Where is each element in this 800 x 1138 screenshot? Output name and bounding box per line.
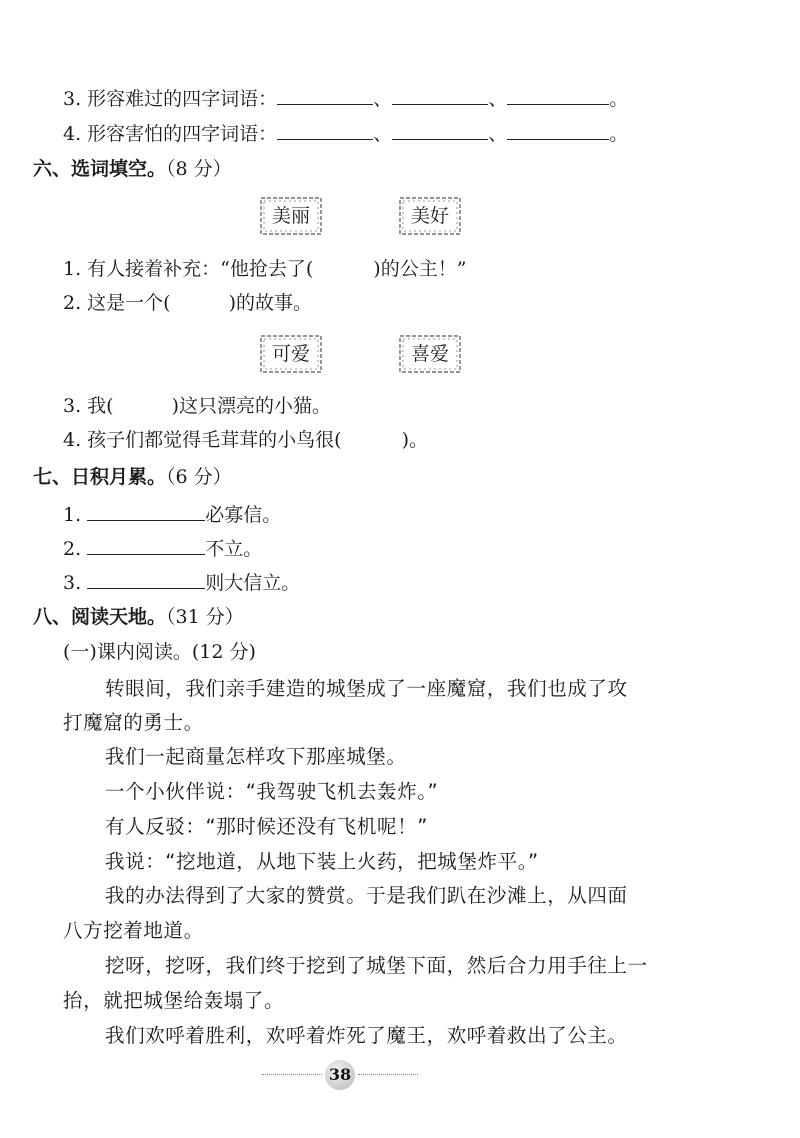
word-box bbox=[396, 332, 464, 376]
section7-item-1: 1. 必寡信。 bbox=[63, 504, 282, 526]
footer-divider bbox=[262, 1074, 322, 1075]
word-box bbox=[257, 332, 325, 376]
page-number: 38 bbox=[325, 1060, 355, 1090]
word-option: 可爱 bbox=[271, 343, 310, 365]
section-score: （31 分） bbox=[166, 606, 244, 628]
section6-heading: 六、选词填空。（8 分） bbox=[33, 158, 232, 180]
section8-heading: 八、阅读天地。（31 分） bbox=[33, 606, 244, 628]
passage-paragraph: 我说：“挖地道，从地下装上火药，把城堡炸平。” bbox=[105, 850, 539, 873]
word-box bbox=[396, 194, 464, 238]
item-label: 3. 形容难过的四字词语： bbox=[63, 88, 278, 110]
section6-q3: 3. 我( )这只漂亮的小猫。 bbox=[63, 395, 332, 417]
word-box bbox=[257, 194, 325, 238]
answer-blank[interactable] bbox=[392, 121, 488, 140]
answer-blank[interactable] bbox=[87, 536, 205, 555]
answer-blank[interactable] bbox=[507, 86, 609, 105]
passage-paragraph: 我的办法得到了大家的赞赏。于是我们趴在沙滩上，从四面 bbox=[105, 884, 628, 907]
section6-q2: 2. 这是一个( )的故事。 bbox=[63, 292, 313, 314]
footer-divider bbox=[358, 1074, 418, 1075]
answer-blank[interactable] bbox=[87, 570, 205, 589]
answer-blank[interactable] bbox=[392, 86, 488, 105]
passage-paragraph: 一个小伙伴说：“我驾驶飞机去轰炸。” bbox=[105, 780, 439, 803]
section-score: （6 分） bbox=[166, 466, 232, 488]
section7-heading: 七、日积月累。（6 分） bbox=[33, 466, 232, 488]
section7-item-3: 3. 则大信立。 bbox=[63, 572, 301, 594]
passage-paragraph: 转眼间，我们亲手建造的城堡成了一座魔窟，我们也成了攻 bbox=[105, 677, 628, 700]
section7-item-2: 2. 不立。 bbox=[63, 538, 263, 560]
word-option: 美丽 bbox=[271, 205, 310, 227]
section6-q1: 1. 有人接着补充：“他抢去了( )的公主！” bbox=[63, 258, 467, 280]
section6-q4: 4. 孩子们都觉得毛茸茸的小鸟很( )。 bbox=[63, 429, 429, 451]
subsection-heading: (一)课内阅读。(12 分) bbox=[63, 641, 256, 663]
word-option: 美好 bbox=[410, 205, 449, 227]
passage-paragraph: 我们一起商量怎样攻下那座城堡。 bbox=[105, 745, 407, 768]
answer-blank[interactable] bbox=[277, 121, 373, 140]
passage-paragraph: 我们欢呼着胜利，欢呼着炸死了魔王，欢呼着救出了公主。 bbox=[105, 1024, 628, 1047]
passage-paragraph: 打魔窟的勇士。 bbox=[63, 711, 204, 734]
part5-item-4: 4. 形容害怕的四字词语： 、 、 。 bbox=[63, 123, 629, 145]
passage-paragraph: 有人反驳：“那时候还没有飞机呢！” bbox=[105, 815, 428, 838]
word-option: 喜爱 bbox=[410, 343, 449, 365]
answer-blank[interactable] bbox=[507, 121, 609, 140]
part5-item-3: 3. 形容难过的四字词语： 、 、 。 bbox=[63, 88, 629, 110]
section-score: （8 分） bbox=[166, 158, 232, 180]
passage-paragraph: 八方挖着地道。 bbox=[63, 919, 204, 942]
item-label: 4. 形容害怕的四字词语： bbox=[63, 123, 278, 145]
answer-blank[interactable] bbox=[87, 502, 205, 521]
passage-paragraph: 挖呀，挖呀，我们终于挖到了城堡下面，然后合力用手往上一 bbox=[105, 954, 648, 977]
passage-paragraph: 抬，就把城堡给轰塌了。 bbox=[63, 989, 285, 1012]
answer-blank[interactable] bbox=[277, 86, 373, 105]
page-footer bbox=[0, 1060, 800, 1090]
